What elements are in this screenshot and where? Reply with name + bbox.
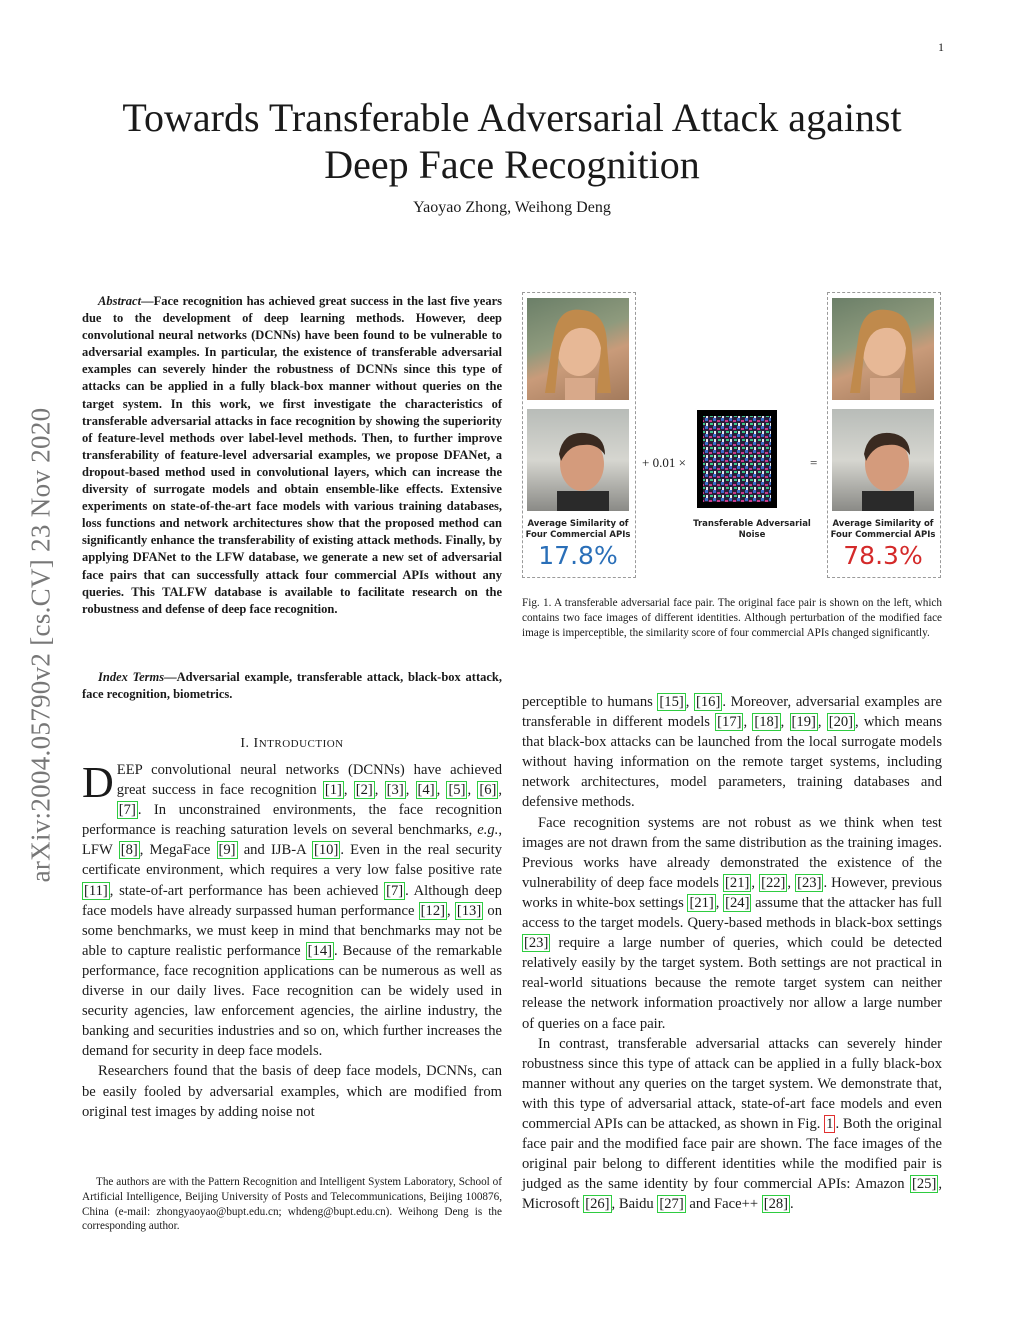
citation[interactable]: [23] bbox=[524, 935, 549, 952]
abstract bbox=[82, 293, 502, 618]
citation[interactable]: [11] bbox=[84, 882, 108, 899]
title-line-1: Towards Transferable Adversarial Attack against bbox=[122, 95, 902, 140]
citation[interactable]: [27] bbox=[659, 1196, 684, 1213]
index-terms-label: Index Terms bbox=[98, 670, 165, 684]
citation[interactable]: [3] bbox=[386, 782, 404, 799]
citation[interactable]: [1] bbox=[324, 782, 342, 799]
woman-face-icon bbox=[527, 298, 629, 400]
drop-cap: D bbox=[82, 758, 114, 807]
authors: Yaoyao Zhong, Weihong Deng bbox=[413, 199, 611, 216]
citation[interactable]: [6] bbox=[479, 782, 497, 799]
right-column bbox=[522, 692, 942, 1214]
citation[interactable]: [24] bbox=[725, 894, 750, 911]
citation[interactable]: [5] bbox=[448, 782, 466, 799]
citation[interactable]: [7] bbox=[118, 802, 136, 819]
figure-1 bbox=[522, 292, 942, 582]
citation[interactable]: [23] bbox=[797, 874, 822, 891]
index-terms bbox=[82, 669, 502, 703]
citation[interactable]: [14] bbox=[307, 942, 332, 959]
citation[interactable]: [4] bbox=[417, 782, 435, 799]
figure-caption: Fig. 1. A transferable adversarial face pair. The original face pair is shown on the left, which contains two face images of different identities. Although perturbation of the modified face image is imperceptible, the similarity score of four commercial APIs changed significantly. bbox=[522, 597, 942, 640]
figure-reference[interactable]: 1 bbox=[826, 1115, 834, 1132]
noise-image bbox=[697, 410, 777, 508]
citation[interactable]: [19] bbox=[791, 714, 816, 731]
citation[interactable]: [8] bbox=[120, 842, 138, 859]
arxiv-sidebar bbox=[14, 345, 68, 945]
citation[interactable]: [16] bbox=[696, 694, 721, 710]
citation[interactable]: [15] bbox=[659, 694, 684, 710]
face-image-woman bbox=[527, 298, 629, 400]
author-footnote: The authors are with the Pattern Recognition and Intelligent System Laboratory, School of Artificial Intelligence, Beijing University of Posts and Telecommunications, Beijing 100876, China (e-mail: zhongyaoyao@bupt.edu.cn; whdeng@bupt.edu.cn). Weihong Deng is the corresponding author. bbox=[82, 1176, 502, 1233]
face-image-man bbox=[527, 409, 629, 511]
right-paragraph-3: In contrast, transferable adversarial attacks can severely hinder robustness since this type of attack can be applied in a fully black-box manner without any queries on the target system. We demonstrate that, with this type of adversarial attack, state-of-art face models and even commercial APIs can be attacked, as shown in Fig. 1 . Both the original face pair and the modified face pair are shown. The face images of the original pair belong to different identities while the modified pair is judged as the same identity by four commercial APIs: Amazon [25] , Microsoft [26] , Baidu [27] and Face++ [28] . bbox=[522, 1035, 942, 1213]
face-image-woman-copy bbox=[832, 298, 934, 400]
noise-pattern-icon bbox=[697, 410, 777, 508]
section-first-letter: I bbox=[253, 736, 259, 751]
paper-title bbox=[60, 94, 964, 188]
citation[interactable]: [7] bbox=[386, 882, 404, 899]
citation[interactable]: [21] bbox=[689, 894, 714, 911]
section-title-rest: NTRODUCTION bbox=[258, 738, 344, 750]
right-paragraph-2: Face recognition systems are not robust as we think when test images are not drawn from the same distribution as the training images. Previous works have already demonstrated the existence of the vulnerability of deep face models [21] , [22] , [23] . However, previous works in white-box settings [21] , [24] assume that the attacker has full access to the target models. Query-based methods in black-box settings [23] require a large number of queries, which could be detected relatively easily by the target system. Both settings are not practical in real-world situations because the remote target system can neither release the network information proactively nor allow a large number of queries on a face pair. bbox=[522, 814, 943, 1032]
citation[interactable]: [25] bbox=[912, 1176, 937, 1193]
left-similarity-value: 17.8% bbox=[538, 541, 618, 570]
left-similarity-label: Average Similarity of Four Commercial APIs bbox=[525, 519, 631, 540]
citation[interactable]: [10] bbox=[313, 842, 339, 859]
intro-paragraph-1: DEEP convolutional neural networks (DCNNs) have achieved great success in face recognition [1] , [2] , [3] , [4] , [5] , [6] , [7] . In unconstrained environments, the face recognition performance is reaching saturation levels on several benchmarks, e.g., LFW [8] , MegaFace [9] and IJB-A [10] . Even in the real security certificate environment, which requires a very low false positive rate [11] , state-of-art performance has been achieved [7] . Although deep face models have already surpassed human performance [12] , [13] on some benchmarks, we must keep in mind that benchmarks may not be able to capture realistic performance [14] . Because of the remarkable performance, face recognition applications can be numerous as well as diverse in our daily lives. Face recognition can be widely used in security agencies, law enforcement agencies, the airline industry, the banking and securities industries and so on, which further increases the demand for security in deep face models. bbox=[82, 758, 503, 1060]
citation[interactable]: [2] bbox=[355, 782, 373, 799]
citation[interactable]: [13] bbox=[456, 902, 482, 919]
right-paragraph-1: perceptible to humans [15] , [16] . Moreover, adversarial examples are transferable in different models [17] , [18] , [19] , [20] , which means that black-box attacks can be launched from the local surrogate models without having information on the remote target systems, including network architectures, model parameters, training databases and defensive methods. bbox=[522, 694, 943, 811]
citation[interactable]: [28] bbox=[763, 1196, 789, 1213]
citation[interactable]: [22] bbox=[761, 874, 786, 891]
citation[interactable]: [26] bbox=[585, 1196, 610, 1213]
abstract-text: —Face recognition has achieved great success in the last five years due to the development of deep learning methods. However, deep convolutional neural networks (DCNNs) have been found to be vulnerable to adversarial examples. In particular, the existence of transferable adversarial examples can severely hinder the robustness of DCNNs since this type of attacks can be applied in a fully black-box manner without queries on the target system. In this work, we first investigate the characteristics of transferable adversarial attacks in face recognition by showing the superiority of feature-level methods over label-level methods. Then, to further improve transferability of feature-level adversarial examples, we propose DFANet, a dropout-based method used in convolutional layers, which can increase the diversity of surrogate models and obtain ensemble-like effects. Extensive experiments on state-of-the-art face models with various training databases, loss functions and network architectures show that the proposed method can significantly enhance the transferability of existing attack methods. Finally, by applying DFANet to the LFW database, we generate a new set of adversarial face pairs that can successfully attack four commercial APIs without any queries. This TALFW database is available to facilitate research on the robustness and defense of deep face recognition. bbox=[82, 294, 502, 616]
man-face-icon bbox=[527, 409, 629, 511]
section-heading bbox=[82, 736, 502, 752]
intro-column bbox=[82, 760, 502, 1122]
equals-operator: = bbox=[810, 455, 818, 470]
arxiv-id: arXiv:2004.05790v2 [cs.CV] 23 Nov 2020 bbox=[25, 407, 56, 883]
face-image-man-adversarial bbox=[832, 409, 934, 511]
citation[interactable]: [21] bbox=[725, 874, 750, 891]
citation[interactable]: [9] bbox=[218, 842, 236, 859]
man-face-icon bbox=[832, 409, 934, 511]
woman-face-icon bbox=[832, 298, 934, 400]
citation[interactable]: [18] bbox=[754, 714, 779, 731]
abstract-label: Abstract bbox=[98, 294, 142, 308]
right-similarity-label: Average Similarity of Four Commercial APIs bbox=[830, 519, 936, 540]
index-terms-text: —Adversarial example, transferable attack, black-box attack, face recognition, biometrics. bbox=[82, 670, 502, 702]
intro-paragraph-2: Researchers found that the basis of deep face models, DCNNs, can be easily fooled by adversarial examples, which are modified from original test images by adding noise not bbox=[82, 1063, 502, 1120]
title-line-2: Deep Face Recognition bbox=[324, 142, 700, 187]
section-numeral: I. bbox=[240, 736, 250, 751]
citation[interactable]: [12] bbox=[420, 902, 445, 919]
citation[interactable]: [17] bbox=[717, 714, 742, 731]
noise-label: Transferable Adversarial Noise bbox=[693, 519, 811, 540]
plus-operator: + 0.01 × bbox=[642, 455, 686, 470]
right-similarity-value: 78.3% bbox=[843, 541, 923, 570]
page-number: 1 bbox=[938, 40, 944, 54]
citation[interactable]: [20] bbox=[828, 714, 854, 731]
